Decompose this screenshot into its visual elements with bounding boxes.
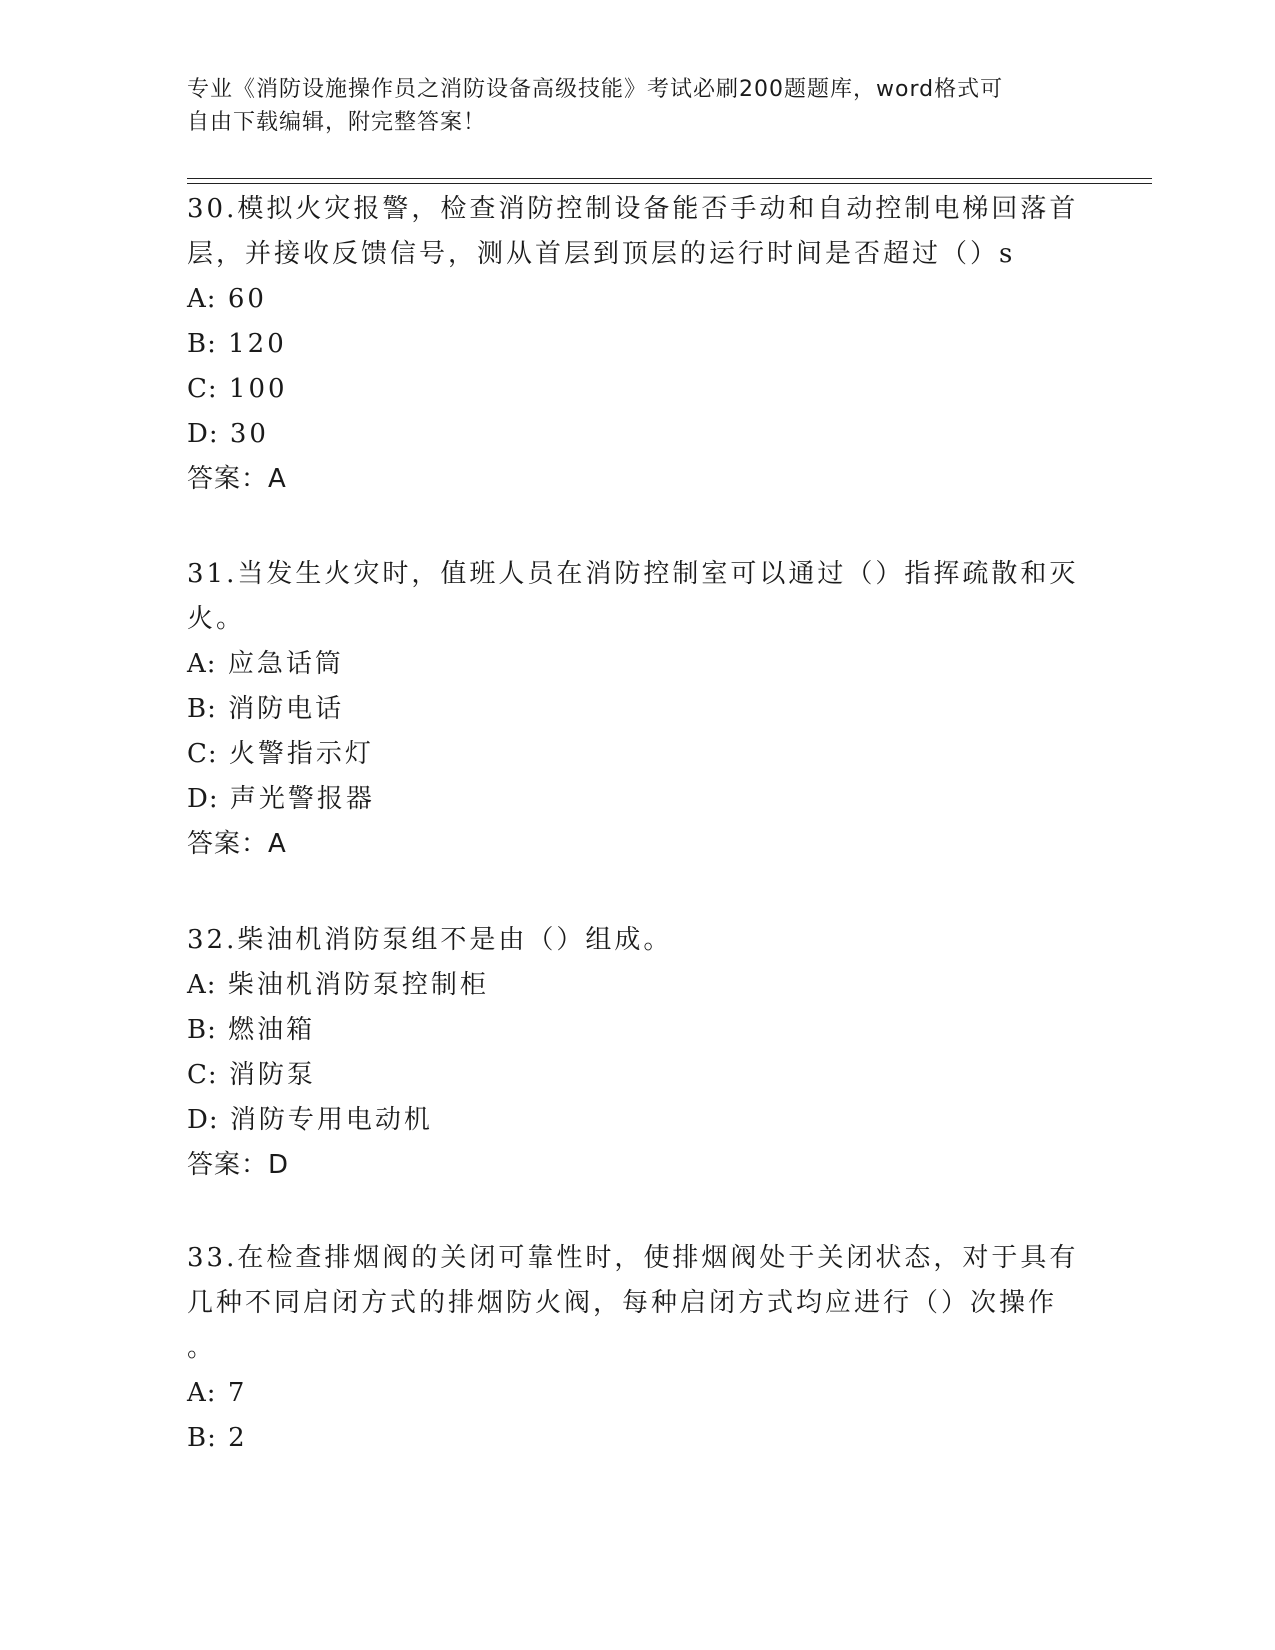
- header-line: 自由下载编辑，附完整答案！: [187, 110, 487, 135]
- option-a: A: 7: [187, 1378, 248, 1408]
- question-stem-line: 层，并接收反馈信号，测从首层到顶层的运行时间是否超过（）s: [187, 239, 1016, 269]
- question-stem-line: 33.在检查排烟阀的关闭可靠性时，使排烟阀处于关闭状态，对于具有: [187, 1243, 1079, 1273]
- question-32: [187, 918, 1087, 1188]
- answer-line: 答案：A: [187, 829, 287, 859]
- question-stem-line: 30.模拟火灾报警，检查消防控制设备能否手动和自动控制电梯回落首: [187, 194, 1079, 224]
- option-b: B: 消防电话: [187, 694, 345, 724]
- header-line: 专业《消防设施操作员之消防设备高级技能》考试必刷200题题库，word格式可: [187, 77, 1004, 102]
- question-stem-line: 31.当发生火灾时，值班人员在消防控制室可以通过（）指挥疏散和灭: [187, 559, 1079, 589]
- answer-line: 答案：D: [187, 1150, 290, 1180]
- option-d: D: 消防专用电动机: [187, 1105, 433, 1135]
- option-b: B: 2: [187, 1423, 248, 1453]
- option-b: B: 燃油箱: [187, 1015, 316, 1045]
- question-stem-line: 32.柴油机消防泵组不是由（）组成。: [187, 925, 673, 955]
- option-d: D: 声光警报器: [187, 784, 375, 814]
- option-b: B: 120: [187, 329, 287, 359]
- option-c: C: 火警指示灯: [187, 739, 374, 769]
- header-divider: [187, 178, 1152, 179]
- question-stem-line: 火。: [187, 604, 246, 634]
- option-d: D: 30: [187, 419, 269, 449]
- option-c: C: 消防泵: [187, 1060, 316, 1090]
- question-stem-line: 。: [187, 1333, 217, 1363]
- option-a: A: 应急话筒: [187, 649, 344, 679]
- question-33: [187, 1236, 1087, 1461]
- question-31: [187, 552, 1087, 867]
- document-header: [187, 73, 1067, 139]
- question-30: [187, 187, 1087, 502]
- option-a: A: 60: [187, 284, 267, 314]
- option-a: A: 柴油机消防泵控制柜: [187, 970, 489, 1000]
- question-stem-line: 几种不同启闭方式的排烟防火阀，每种启闭方式均应进行（）次操作: [187, 1288, 1058, 1318]
- option-c: C: 100: [187, 374, 288, 404]
- header-divider: [187, 183, 1152, 184]
- answer-line: 答案：A: [187, 464, 287, 494]
